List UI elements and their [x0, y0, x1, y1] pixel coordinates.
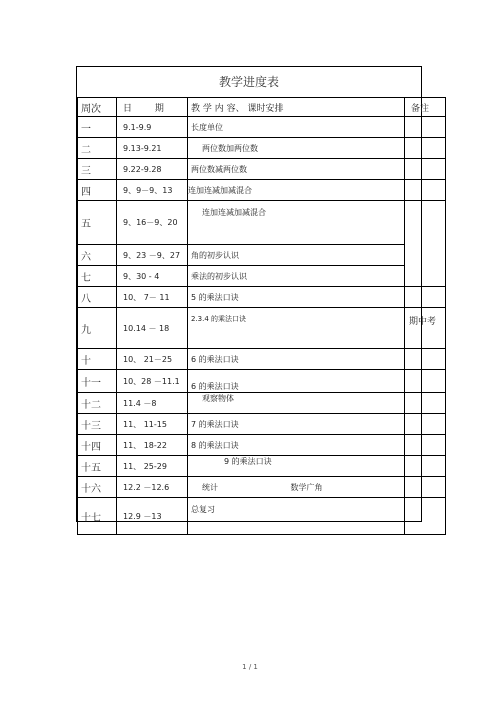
- document-title: 教学进度表: [218, 75, 279, 89]
- content-math-wide-angle: 数学广角: [290, 482, 323, 492]
- content-cell: 乘法的初步认识: [188, 266, 405, 287]
- table-row: [78, 245, 446, 266]
- note-cell: [405, 180, 446, 201]
- date-cell: 10、28 －11.1: [117, 370, 188, 393]
- table-row: [78, 180, 446, 201]
- week-cell: 十: [78, 349, 117, 370]
- table-row: [78, 456, 446, 477]
- date-cell: 11、 11-15: [117, 414, 188, 435]
- table-row: [78, 393, 446, 414]
- schedule-table: [77, 97, 446, 535]
- content-cell: 5 的乘法口诀: [188, 287, 405, 308]
- content-cell: 9 的乘法口诀: [188, 456, 405, 477]
- note-cell: [405, 117, 446, 138]
- content-cell: 6 的乘法口诀: [188, 370, 405, 393]
- date-cell: 10.14 － 18: [117, 308, 188, 349]
- date-cell: 9.1-9.9: [117, 117, 188, 138]
- week-cell: 九: [78, 308, 117, 349]
- note-cell: [405, 456, 446, 477]
- date-cell: 11.4 －8: [117, 393, 188, 414]
- week-cell: 八: [78, 287, 117, 308]
- note-cell: 期中考: [405, 308, 446, 349]
- note-cell: [405, 138, 446, 159]
- content-cell: 连加连减加减混合: [188, 201, 405, 245]
- table-row: [78, 498, 446, 535]
- week-cell: 十二: [78, 393, 117, 414]
- week-cell: 十一: [78, 370, 117, 393]
- date-cell: 9、16－9、20: [117, 201, 188, 245]
- date-cell: 10、 7－ 11: [117, 287, 188, 308]
- week-cell: 十四: [78, 435, 117, 456]
- content-cell: 总复习: [188, 498, 405, 535]
- schedule-sheet: [76, 66, 437, 524]
- content-stats: 统计: [202, 482, 218, 492]
- week-cell: 十七: [78, 498, 117, 535]
- table-row: [78, 287, 446, 308]
- note-cell: [405, 393, 446, 414]
- table-row: [78, 266, 446, 287]
- header-note: 备注: [405, 98, 446, 117]
- table-row: [78, 414, 446, 435]
- note-cell: [405, 498, 446, 535]
- note-cell: [405, 477, 446, 498]
- week-cell: 七: [78, 266, 117, 287]
- header-date: 日 期: [117, 98, 188, 117]
- note-cell: [405, 349, 446, 370]
- table-row: [78, 201, 446, 245]
- table-row: [78, 370, 446, 393]
- week-cell: 四: [78, 180, 117, 201]
- table-row: [78, 308, 446, 349]
- week-cell: 三: [78, 159, 117, 180]
- date-cell: 12.2 －12.6: [117, 477, 188, 498]
- note-cell: [405, 287, 446, 308]
- content-cell: 7 的乘法口诀: [188, 414, 405, 435]
- content-cell: 角的初步认识: [188, 245, 405, 266]
- date-cell: 9.13-9.21: [117, 138, 188, 159]
- content-cell: 8 的乘法口诀: [188, 435, 405, 456]
- week-cell: 五: [78, 201, 117, 245]
- table-row: [78, 349, 446, 370]
- date-cell: 9、9－9、13: [117, 180, 188, 201]
- content-cell: 连加连减加减混合: [188, 180, 405, 201]
- date-cell: 11、 25-29: [117, 456, 188, 477]
- content-cell: 长度单位: [188, 117, 405, 138]
- content-cell: 2.3.4 的乘法口诀: [188, 308, 405, 349]
- week-cell: 一: [78, 117, 117, 138]
- date-cell: 9、30 - 4: [117, 266, 188, 287]
- table-row: [78, 159, 446, 180]
- page-footer: 1 / 1: [242, 663, 258, 671]
- content-cell: 6 的乘法口诀: [188, 349, 405, 370]
- date-cell: 10、 21－25: [117, 349, 188, 370]
- week-cell: 六: [78, 245, 117, 266]
- note-cell: [405, 370, 446, 393]
- note-cell: [405, 414, 446, 435]
- date-cell: 11、 18-22: [117, 435, 188, 456]
- note-cell: [405, 201, 446, 287]
- table-header-row: [78, 98, 446, 117]
- table-row: [78, 117, 446, 138]
- week-cell: 十六: [78, 477, 117, 498]
- date-cell: 12.9 －13: [117, 498, 188, 535]
- header-content: 教 学 内 容、 课时安排: [188, 98, 405, 117]
- note-cell: [405, 435, 446, 456]
- content-cell: 两位数减两位数: [188, 159, 405, 180]
- table-row: [78, 477, 446, 498]
- date-cell: 9、23 －9、27: [117, 245, 188, 266]
- table-row: [78, 138, 446, 159]
- content-cell: 观察物体: [188, 393, 405, 414]
- content-cell: 两位数加两位数: [188, 138, 405, 159]
- week-cell: 十三: [78, 414, 117, 435]
- date-cell: 9.22-9.28: [117, 159, 188, 180]
- note-cell: [405, 159, 446, 180]
- week-cell: 十五: [78, 456, 117, 477]
- week-cell: 二: [78, 138, 117, 159]
- header-week: 周次: [78, 98, 117, 117]
- table-row: [78, 435, 446, 456]
- content-cell: [188, 477, 405, 498]
